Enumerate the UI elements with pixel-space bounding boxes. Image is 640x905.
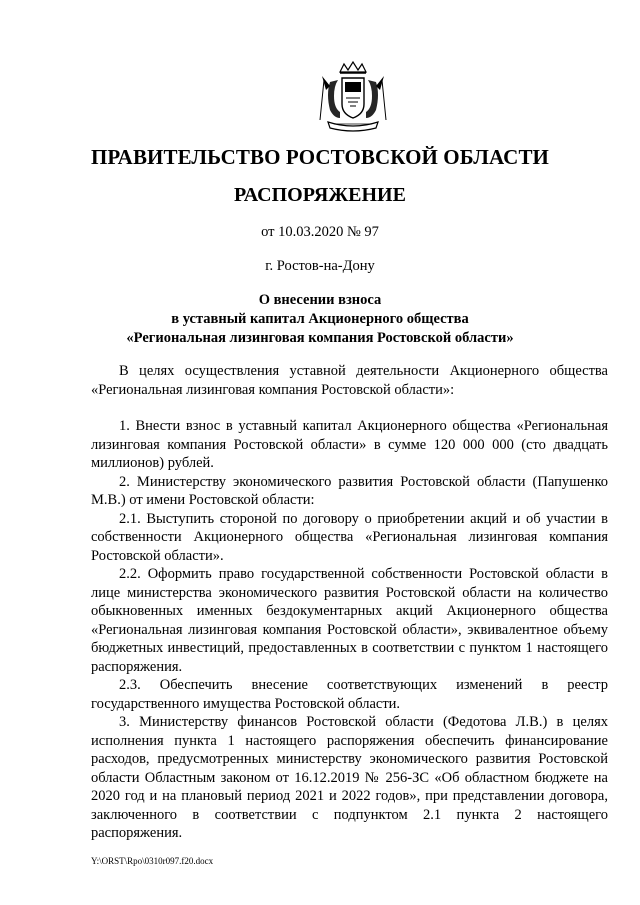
city-name: г. Ростов-на-Дону (265, 258, 375, 274)
clause-2: 2. Министерству экономического развития Ростовской области (Папушенко М.В.) от имени Ростовской области: (91, 473, 608, 508)
subject-line-3: «Региональная лизинговая компания Ростовской области» (126, 330, 514, 346)
government-title: ПРАВИТЕЛЬСТВО РОСТОВСКОЙ ОБЛАСТИ (91, 145, 549, 169)
file-path-footer: Y:\ORST\Rpo\0310r097.f20.docx (91, 856, 214, 866)
document-body (91, 362, 608, 843)
subject-heading (0, 291, 640, 348)
clause-3: 3. Министерству финансов Ростовской области (Федотова Л.В.) в целях исполнения пункта 1 настоящего распоряжения обеспечить финансирование расходов, предусмотренных министерству экономического развития Ростовской области Областным законом от 16.12.2019 № 256-ЗС «Об областном бюджете на 2020 год и на плановый период 2021 и 2022 годов», при представлении договора, заключенного в соответствии с подпунктом 2.1 пункта 2 настоящего распоряжения. (91, 714, 608, 841)
clause-1: 1. Внести взнос в уставный капитал Акционерного общества «Региональная лизинговая компания Ростовской области» в сумме 120 000 000 (сто двадцать миллионов) рублей. (91, 418, 608, 471)
preamble-paragraph: В целях осуществления уставной деятельности Акционерного общества «Региональная лизинговая компания Ростовской области»: (91, 363, 608, 398)
clause-2-3: 2.3. Обеспечить внесение соответствующих изменений в реестр государственного имущества Ростовской области. (91, 677, 608, 712)
document-type: РАСПОРЯЖЕНИЕ (234, 184, 406, 206)
subject-line-1: О внесении взноса (258, 292, 382, 308)
clause-2-1: 2.1. Выступить стороной по договору о приобретении акций и об участии в собственности Акционерного общества «Региональная лизинговая компания Ростовской области». (91, 510, 608, 564)
date-number: от 10.03.2020 № 97 (261, 224, 379, 240)
clause-2-2: 2.2. Оформить право государственной собственности Ростовской области в лице министерства экономического развития Ростовской области на количество обыкновенных именных бездокументарных акций Акционерного общества «Региональная лизинговая компания Ростовской области», эквивалентное объему бюджетных инвестиций, предоставленных в соответствии с пунктом 1 настоящего распоряжения. (91, 566, 608, 675)
subject-line-2: в уставный капитал Акционерного общества (171, 311, 469, 327)
coat-of-arms-icon (318, 60, 388, 134)
